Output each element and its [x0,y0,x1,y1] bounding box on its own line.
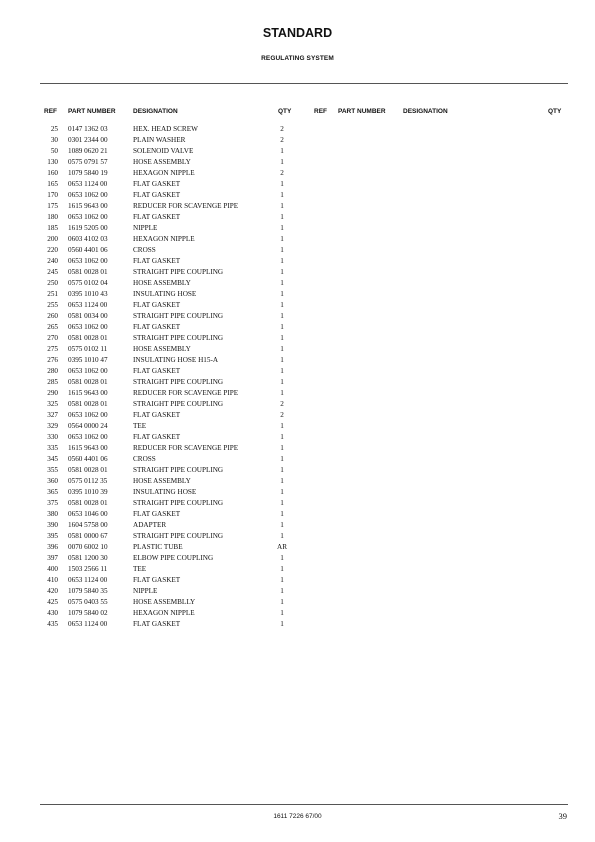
designation-cell: INSULATING HOSE [133,488,197,496]
designation-cell: CROSS [133,246,156,254]
table-row [0,609,300,620]
qty-cell: 1 [280,213,284,221]
part-number-cell: 0653 1124 00 [68,301,108,309]
designation-cell: FLAT GASKET [133,510,181,518]
ref-cell: 220 [47,246,58,254]
qty-cell: 1 [280,246,284,254]
table-row [0,400,300,411]
qty-cell: 1 [280,499,284,507]
designation-cell: HEXAGON NIPPLE [133,609,195,617]
designation-cell: STRAIGHT PIPE COUPLING [133,466,224,474]
part-number-cell: 0581 0028 01 [68,400,108,408]
designation-cell: PLASTIC TUBE [133,543,183,551]
header-divider [40,83,568,84]
col-header-ref: REF [44,108,57,115]
part-number-cell: 1503 2566 11 [68,565,108,573]
col-header-designation: DESIGNATION [133,108,178,115]
part-number-cell: 1079 5840 35 [68,587,108,595]
qty-cell: 2 [280,400,284,408]
part-number-cell: 0070 6002 10 [68,543,108,551]
ref-cell: 345 [47,455,58,463]
table-row [0,488,300,499]
designation-cell: REDUCER FOR SCAVENGE PIPE [133,444,239,452]
qty-cell: 1 [280,598,284,606]
table-row [0,444,300,455]
designation-cell: SOLENOID VALVE [133,147,194,155]
table-row [0,235,300,246]
qty-cell: 1 [280,422,284,430]
table-row [0,268,300,279]
part-number-cell: 0653 1062 00 [68,257,108,265]
ref-cell: 285 [47,378,58,386]
qty-cell: 1 [280,510,284,518]
table-row [0,290,300,301]
qty-cell: 1 [280,565,284,573]
designation-cell: STRAIGHT PIPE COUPLING [133,334,224,342]
ref-cell: 395 [47,532,58,540]
qty-cell: 2 [280,169,284,177]
qty-cell: 1 [280,323,284,331]
part-number-cell: 0581 0000 67 [68,532,108,540]
table-row [0,455,300,466]
designation-cell: ELBOW PIPE COUPLING [133,554,214,562]
ref-cell: 430 [47,609,58,617]
ref-cell: 290 [47,389,58,397]
designation-cell: NIPPLE [133,587,158,595]
table-row [0,191,300,202]
ref-cell: 360 [47,477,58,485]
designation-cell: FLAT GASKET [133,620,181,628]
part-number-cell: 0395 1010 39 [68,488,108,496]
part-number-cell: 0653 1062 00 [68,323,108,331]
part-number-cell: 0581 0028 01 [68,499,108,507]
part-number-cell: 0581 1200 30 [68,554,108,562]
part-number-cell: 0564 0000 24 [68,422,108,430]
part-number-cell: 0653 1124 00 [68,576,108,584]
qty-cell: 1 [280,455,284,463]
part-number-cell: 0653 1062 00 [68,367,108,375]
table-row [0,565,300,576]
ref-cell: 397 [47,554,58,562]
qty-cell: 1 [280,609,284,617]
ref-cell: 250 [47,279,58,287]
col-header-ref-right: REF [314,108,327,115]
table-row [0,598,300,609]
ref-cell: 240 [47,257,58,265]
table-row [0,378,300,389]
part-number-cell: 0653 1062 00 [68,433,108,441]
ref-cell: 425 [47,598,58,606]
qty-cell: 1 [280,290,284,298]
designation-cell: PLAIN WASHER [133,136,186,144]
qty-cell: 1 [280,158,284,166]
qty-cell: 2 [280,136,284,144]
designation-cell: REDUCER FOR SCAVENGE PIPE [133,202,239,210]
table-row [0,147,300,158]
table-row [0,499,300,510]
designation-cell: STRAIGHT PIPE COUPLING [133,378,224,386]
qty-cell: 1 [280,587,284,595]
designation-cell: FLAT GASKET [133,367,181,375]
part-number-cell: 0575 0112 35 [68,477,108,485]
part-number-cell: 0575 0791 57 [68,158,108,166]
qty-cell: 1 [280,224,284,232]
designation-cell: STRAIGHT PIPE COUPLING [133,532,224,540]
designation-cell: FLAT GASKET [133,213,181,221]
part-number-cell: 1089 0620 21 [68,147,108,155]
col-header-qty-right: QTY [548,108,562,115]
qty-cell: 1 [280,202,284,210]
part-number-cell: 1615 9643 00 [68,202,108,210]
table-row [0,180,300,191]
ref-cell: 260 [47,312,58,320]
parts-table [0,125,300,631]
part-number-cell: 1079 5840 02 [68,609,108,617]
designation-cell: HEXAGON NIPPLE [133,169,195,177]
ref-cell: 170 [47,191,58,199]
ref-cell: 390 [47,521,58,529]
table-row [0,224,300,235]
section-subtitle: REGULATING SYSTEM [261,55,334,62]
ref-cell: 30 [50,136,58,144]
designation-cell: FLAT GASKET [133,323,181,331]
qty-cell: 1 [280,345,284,353]
designation-cell: INSULATING HOSE H15-A [133,356,219,364]
ref-cell: 245 [47,268,58,276]
designation-cell: HOSE ASSEMBLY [133,477,191,485]
qty-cell: 1 [280,257,284,265]
table-row [0,257,300,268]
part-number-cell: 0653 1046 00 [68,510,108,518]
ref-cell: 251 [47,290,58,298]
ref-cell: 420 [47,587,58,595]
part-number-cell: 0581 0028 01 [68,378,108,386]
ref-cell: 280 [47,367,58,375]
ref-cell: 25 [50,125,58,133]
table-row [0,312,300,323]
table-row [0,411,300,422]
table-row [0,389,300,400]
part-number-cell: 0581 0028 01 [68,268,108,276]
qty-cell: 1 [280,576,284,584]
designation-cell: HOSE ASSEMBLY [133,279,191,287]
part-number-cell: 0581 0034 00 [68,312,108,320]
qty-cell: 1 [280,532,284,540]
designation-cell: TEE [133,565,147,573]
designation-cell: FLAT GASKET [133,180,181,188]
part-number-cell: 0653 1124 00 [68,620,108,628]
ref-cell: 130 [47,158,58,166]
col-header-qty: QTY [278,108,292,115]
table-row [0,367,300,378]
table-row [0,334,300,345]
table-row [0,576,300,587]
table-row [0,532,300,543]
designation-cell: ADAPTER [133,521,167,529]
col-header-part-number: PART NUMBER [68,108,116,115]
qty-cell: 1 [280,367,284,375]
table-row [0,587,300,598]
designation-cell: INSULATING HOSE [133,290,197,298]
part-number-cell: 0581 0028 01 [68,466,108,474]
designation-cell: FLAT GASKET [133,433,181,441]
qty-cell: 1 [280,356,284,364]
ref-cell: 50 [50,147,58,155]
qty-cell: 1 [280,147,284,155]
qty-cell: 1 [280,521,284,529]
designation-cell: FLAT GASKET [133,301,181,309]
part-number-cell: 1079 5840 19 [68,169,108,177]
table-row [0,136,300,147]
designation-cell: FLAT GASKET [133,576,181,584]
designation-cell: TEE [133,422,147,430]
qty-cell: 1 [280,554,284,562]
designation-cell: STRAIGHT PIPE COUPLING [133,400,224,408]
table-row [0,125,300,136]
ref-cell: 396 [47,543,58,551]
table-row [0,158,300,169]
part-number-cell: 0301 2344 00 [68,136,108,144]
qty-cell: 1 [280,433,284,441]
col-header-part-number-right: PART NUMBER [338,108,386,115]
designation-cell: HEX. HEAD SCREW [133,125,198,133]
designation-cell: HOSE ASSEMBLLY [133,598,196,606]
qty-cell: 1 [280,268,284,276]
designation-cell: FLAT GASKET [133,257,181,265]
table-row [0,422,300,433]
ref-cell: 255 [47,301,58,309]
ref-cell: 375 [47,499,58,507]
qty-cell: 2 [280,411,284,419]
table-row [0,323,300,334]
ref-cell: 329 [47,422,58,430]
qty-cell: 1 [280,477,284,485]
ref-cell: 365 [47,488,58,496]
table-row [0,345,300,356]
ref-cell: 160 [47,169,58,177]
designation-cell: HEXAGON NIPPLE [133,235,195,243]
qty-cell: 1 [280,235,284,243]
designation-cell: HOSE ASSEMBLY [133,345,191,353]
part-number-cell: 1619 5205 00 [68,224,108,232]
part-number-cell: 0147 1362 03 [68,125,108,133]
qty-cell: 1 [280,279,284,287]
table-row [0,477,300,488]
part-number-cell: 0653 1062 00 [68,191,108,199]
ref-cell: 175 [47,202,58,210]
qty-cell: 1 [280,466,284,474]
qty-cell: 1 [280,488,284,496]
part-number-cell: 0575 0403 55 [68,598,108,606]
table-row [0,301,300,312]
ref-cell: 325 [47,400,58,408]
table-row [0,356,300,367]
qty-cell: 1 [280,378,284,386]
ref-cell: 185 [47,224,58,232]
table-row [0,510,300,521]
ref-cell: 270 [47,334,58,342]
designation-cell: FLAT GASKET [133,191,181,199]
part-number-cell: 1615 9643 00 [68,389,108,397]
ref-cell: 410 [47,576,58,584]
table-row [0,466,300,477]
table-row [0,279,300,290]
qty-cell: 1 [280,620,284,628]
ref-cell: 165 [47,180,58,188]
ref-cell: 400 [47,565,58,573]
part-number-cell: 1604 5758 00 [68,521,108,529]
document-number: 1611 7226 67/00 [273,813,322,820]
part-number-cell: 0575 0102 11 [68,345,108,353]
part-number-cell: 0575 0102 04 [68,279,108,287]
footer-divider [40,804,568,805]
table-row [0,543,300,554]
ref-cell: 380 [47,510,58,518]
page-number: 39 [558,811,567,821]
designation-cell: FLAT GASKET [133,411,181,419]
ref-cell: 335 [47,444,58,452]
designation-cell: STRAIGHT PIPE COUPLING [133,499,224,507]
table-row [0,169,300,180]
part-number-cell: 0653 1062 00 [68,213,108,221]
designation-cell: STRAIGHT PIPE COUPLING [133,312,224,320]
page-title: STANDARD [262,26,333,40]
part-number-cell: 0653 1062 00 [68,411,108,419]
ref-cell: 200 [47,235,58,243]
table-row [0,433,300,444]
table-row [0,620,300,631]
designation-cell: STRAIGHT PIPE COUPLING [133,268,224,276]
qty-cell: 1 [280,334,284,342]
part-number-cell: 0395 1010 43 [68,290,108,298]
ref-cell: 275 [47,345,58,353]
qty-cell: 1 [280,301,284,309]
part-number-cell: 0560 4401 06 [68,246,108,254]
designation-cell: NIPPLE [133,224,158,232]
ref-cell: 435 [47,620,58,628]
qty-cell: AR [277,543,287,551]
qty-cell: 1 [280,389,284,397]
ref-cell: 276 [47,356,58,364]
col-header-designation-right: DESIGNATION [403,108,448,115]
designation-cell: CROSS [133,455,156,463]
part-number-cell: 0560 4401 06 [68,455,108,463]
ref-cell: 330 [47,433,58,441]
ref-cell: 327 [47,411,58,419]
table-row [0,554,300,565]
ref-cell: 265 [47,323,58,331]
table-row [0,246,300,257]
part-number-cell: 1615 9643 00 [68,444,108,452]
part-number-cell: 0395 1010 47 [68,356,108,364]
ref-cell: 180 [47,213,58,221]
qty-cell: 1 [280,180,284,188]
part-number-cell: 0603 4102 03 [68,235,108,243]
ref-cell: 355 [47,466,58,474]
designation-cell: HOSE ASSEMBLY [133,158,191,166]
qty-cell: 1 [280,312,284,320]
part-number-cell: 0581 0028 01 [68,334,108,342]
qty-cell: 1 [280,191,284,199]
table-row [0,202,300,213]
designation-cell: REDUCER FOR SCAVENGE PIPE [133,389,239,397]
qty-cell: 2 [280,125,284,133]
table-row [0,213,300,224]
qty-cell: 1 [280,444,284,452]
part-number-cell: 0653 1124 00 [68,180,108,188]
table-row [0,521,300,532]
